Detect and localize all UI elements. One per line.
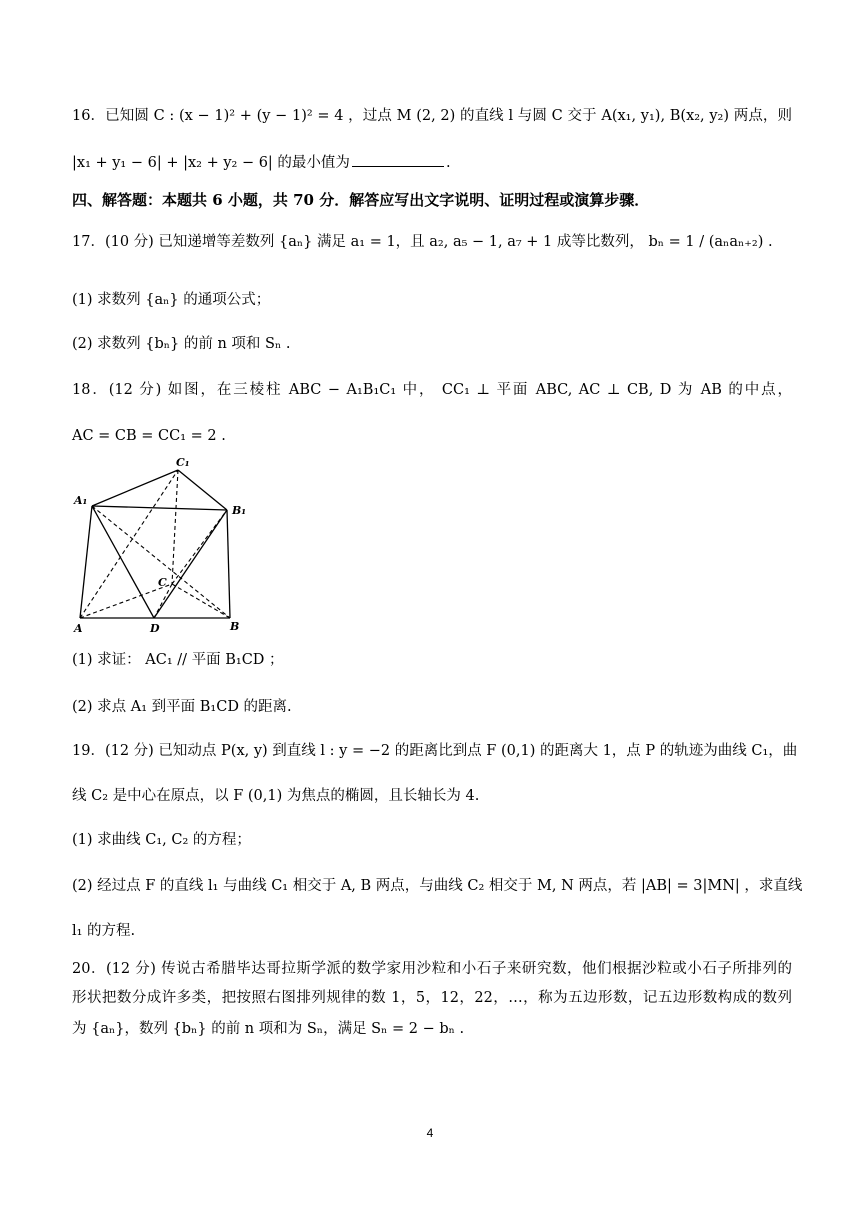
q18-line-1: 18．(12 分) 如图，在三棱柱 ABC − A₁B₁C₁ 中， CC₁ ⊥ 平面 ABC, AC ⊥ CB, D 为 AB 的中点，: [72, 382, 792, 398]
q20-line-3: 为 {aₙ}，数列 {bₙ} 的前 n 项和为 Sₙ，满足 Sₙ = 2 − bₙ .: [72, 1021, 465, 1037]
edge-a1-c1: [92, 470, 178, 506]
q19-part-2-line-1: (2) 经过点 F 的直线 l₁ 与曲线 C₁ 相交于 A, B 两点，与曲线 C₂ 相交于 M, N 两点，若 |AB| = 3|MN| ，求直线: [72, 878, 803, 894]
label-b1: B₁: [232, 504, 247, 517]
q17-part-1: (1) 求数列 {aₙ} 的通项公式；: [72, 292, 271, 308]
q19-line-1: 19．(12 分) 已知动点 P(x, y) 到直线 l : y = −2 的距离比到点 F (0,1) 的距离大 1，点 P 的轨迹为曲线 C₁，曲: [72, 743, 798, 759]
q17-line-1: 17．(10 分) 已知递增等差数列 {aₙ} 满足 a₁ = 1，且 a₂, a₅ − 1, a₇ + 1 成等比数列， bₙ = 1 / (aₙaₙ₊₂) .: [72, 234, 773, 250]
q20-line-1: 20．(12 分) 传说古希腊毕达哥拉斯学派的数学家用沙粒和小石子来研究数，他们根据沙粒或小石子所排列的: [72, 961, 792, 977]
q18-part-2: (2) 求点 A₁ 到平面 B₁CD 的距离.: [72, 699, 292, 715]
edge-b1-b: [227, 510, 230, 618]
q19-part-2-line-2: l₁ 的方程.: [72, 923, 136, 939]
label-c1: C₁: [176, 458, 190, 469]
edge-c-b1: [172, 510, 227, 584]
label-c: C: [158, 576, 167, 589]
q19-line-2: 线 C₂ 是中心在原点，以 F (0,1) 为焦点的椭圆，且长轴长为 4.: [72, 788, 480, 804]
q16-line-2-text: |x₁ + y₁ − 6| + |x₂ + y₂ − 6| 的最小值为: [72, 155, 350, 171]
edge-c1-c: [172, 470, 178, 584]
q16-line-2: [72, 152, 792, 173]
answer-blank: [352, 152, 444, 167]
edge-a1-b1: [92, 506, 227, 510]
edge-d-b1: [154, 510, 227, 618]
prism-figure: [72, 458, 252, 638]
q20-line-2: 形状把数分成许多类，把按照右图排列规律的数 1，5，12，22，…，称为五边形数，记五边形数构成的数列: [72, 990, 792, 1006]
prism-diagram: [72, 458, 252, 638]
q19-part-1: (1) 求曲线 C₁, C₂ 的方程；: [72, 832, 251, 848]
q18-line-2: AC = CB = CC₁ = 2 .: [72, 428, 226, 444]
edge-a1-d: [92, 506, 154, 618]
q17-part-2: (2) 求数列 {bₙ} 的前 n 项和 Sₙ .: [72, 336, 291, 352]
q16-line-1: 16．已知圆 C : (x − 1)² + (y − 1)² = 4 ，过点 M (2, 2) 的直线 l 与圆 C 交于 A(x₁, y₁), B(x₂, y₂) 两点，则: [72, 108, 792, 124]
edge-a-c1: [80, 470, 178, 618]
page-number: 4: [426, 1126, 434, 1140]
edge-c1-b1: [178, 470, 227, 510]
label-a1: A₁: [74, 494, 88, 507]
label-a: A: [74, 622, 83, 635]
label-b: B: [230, 620, 240, 633]
edge-c-b: [172, 584, 230, 618]
label-d: D: [150, 622, 160, 635]
q18-part-1: (1) 求证： AC₁ // 平面 B₁CD ；: [72, 652, 284, 668]
q16-line-2-end: .: [445, 155, 451, 171]
edge-a1-b: [92, 506, 230, 618]
edge-a1-a: [80, 506, 92, 618]
section-heading: 四、解答题：本题共 6 小题，共 70 分．解答应写出文字说明、证明过程或演算步骤．: [72, 191, 650, 209]
